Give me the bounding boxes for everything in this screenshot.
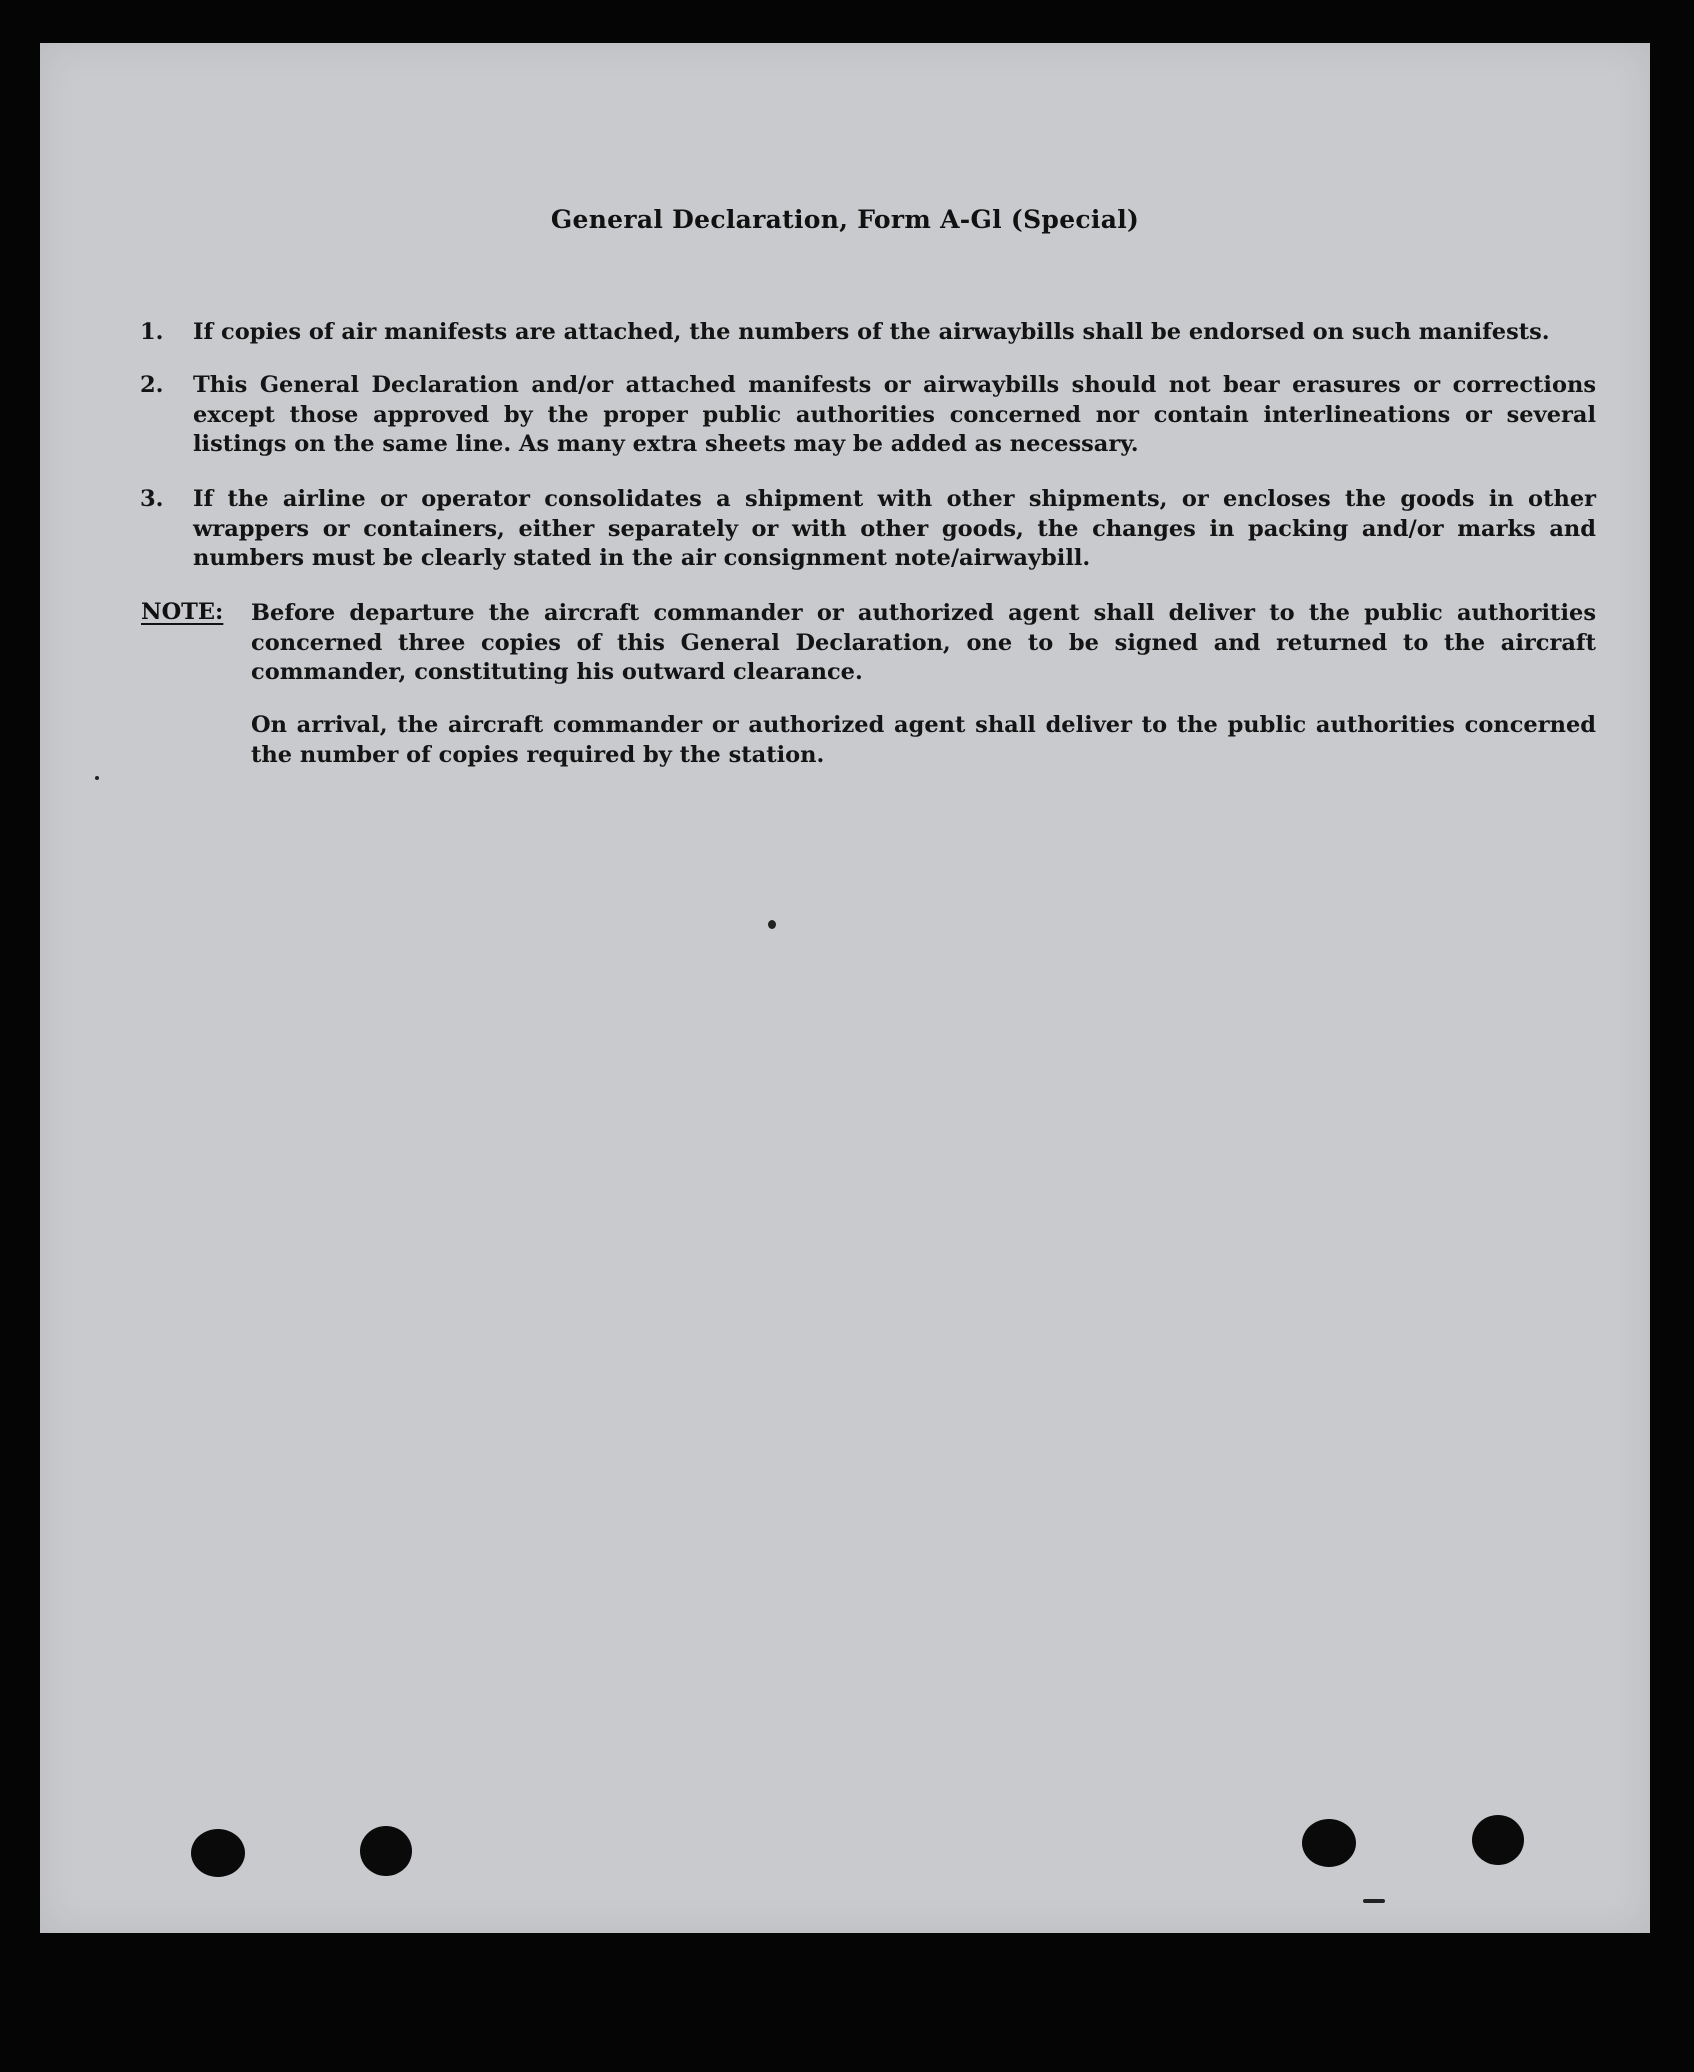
note-label: NOTE: bbox=[141, 599, 224, 625]
item-text: This General Declaration and/or attached manifests or airwaybills should not bear erasures or corrections except those approved by the proper public authorities concerned nor contain interlineations or several listings on the same line. As many extra sheets may be added as necessary. bbox=[193, 372, 1596, 457]
list-item bbox=[140, 371, 1596, 460]
punch-hole bbox=[191, 1829, 245, 1877]
document-title: General Declaration, Form A-Gl (Special) bbox=[550, 205, 1140, 234]
punch-hole bbox=[1302, 1819, 1356, 1867]
item-text: If the airline or operator consolidates a shipment with other shipments, or encloses the goods in other wrappers or containers, either separately or with other goods, the changes in packing and/or marks and numbers must be clearly stated in the air consignment note/airwaybill. bbox=[193, 486, 1596, 571]
item-text: If copies of air manifests are attached, the numbers of the airwaybills shall be endorsed on such manifests. bbox=[193, 319, 1550, 345]
item-number: 1. bbox=[140, 319, 164, 345]
speck bbox=[95, 776, 99, 780]
speck bbox=[1363, 1899, 1385, 1903]
speck bbox=[768, 920, 776, 929]
note-paragraph: On arrival, the aircraft commander or authorized agent shall deliver to the public authorities concerned the number of copies required by the station. bbox=[251, 712, 1596, 768]
document-page bbox=[40, 43, 1650, 1933]
punch-hole bbox=[360, 1826, 412, 1876]
punch-hole bbox=[1472, 1815, 1524, 1865]
item-number: 2. bbox=[140, 372, 164, 398]
note-paragraph: Before departure the aircraft commander or authorized agent shall deliver to the public authorities concerned three copies of this General Declaration, one to be signed and returned to the aircraft commander, constituting his outward clearance. bbox=[251, 600, 1596, 685]
item-number: 3. bbox=[140, 486, 164, 512]
list-item bbox=[140, 318, 1596, 348]
list-item bbox=[140, 485, 1596, 574]
